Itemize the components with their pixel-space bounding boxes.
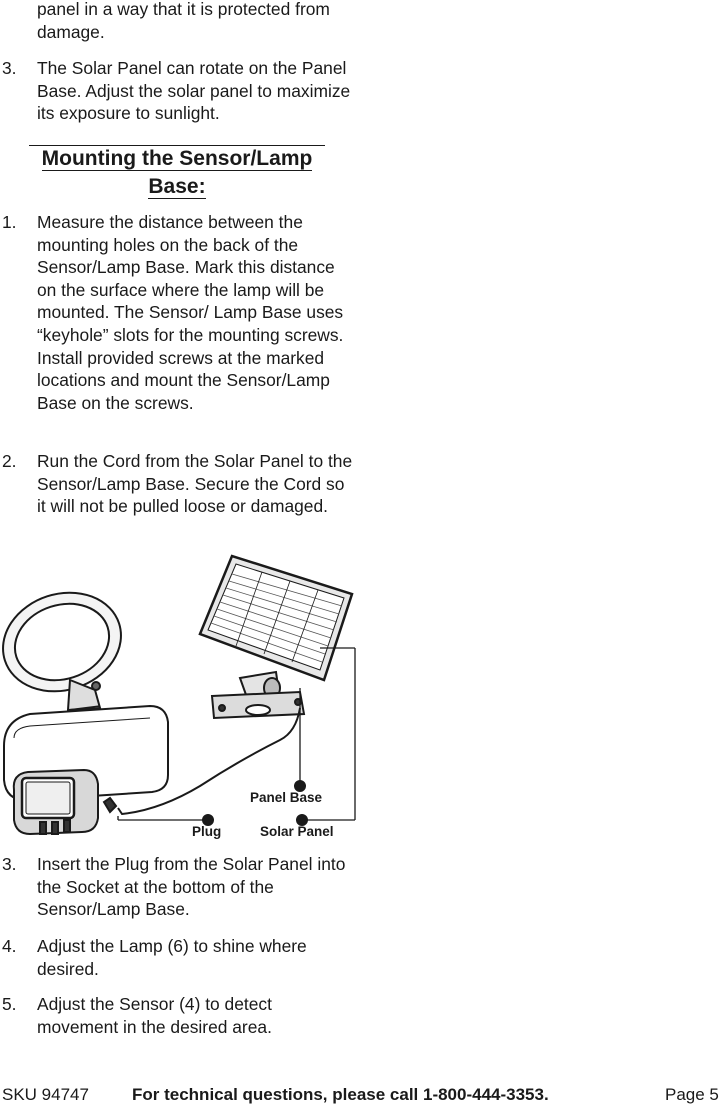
solar-panel-label: Solar Panel <box>260 824 334 839</box>
list-item-number: 1. <box>2 212 17 232</box>
list-item-text: Run the Cord from the Solar Panel to the Sensor/Lamp Base. Secure the Cord so it will not be pulled loose or damaged. <box>37 451 353 517</box>
plug-icon <box>104 798 116 812</box>
list-item-text: Insert the Plug from the Solar Panel into the Socket at the bottom of the Sensor/Lamp Base. <box>37 854 346 920</box>
panel-base-icon <box>212 672 304 718</box>
solar-panel-icon <box>200 556 352 680</box>
footer-page-number: Page 5 <box>665 1085 719 1104</box>
footer-sku: SKU 94747 <box>2 1085 89 1104</box>
list-item-text: Adjust the Sensor (4) to detect movement in the desired area. <box>37 994 272 1037</box>
footer-support-line: For technical questions, please call 1-800-444-3353. <box>132 1085 549 1104</box>
assembly-figure <box>0 550 360 850</box>
list-item-number: 2. <box>2 451 17 471</box>
lamp-head-icon <box>0 578 134 710</box>
list-item-number: 4. <box>2 936 17 956</box>
list-item-number: 5. <box>2 994 17 1014</box>
list-item-text: Measure the distance between the mounting holes on the back of the Sensor/Lamp Base. Mark this distance on the surface where the lamp will be mounted. The Sensor/ Lamp Base uses “keyhole” slots for the mounting screws. Install provided screws at the marked locations and mount the Sensor/Lamp Base on the screws. <box>37 212 344 413</box>
list-item-text: The Solar Panel can rotate on the Panel Base. Adjust the solar panel to maximize its exposure to sunlight. <box>37 58 351 124</box>
list-item-number: 3. <box>2 58 17 78</box>
intro-continued-text: panel in a way that it is protected from damage. <box>37 0 330 42</box>
list-item-text: Adjust the Lamp (6) to shine where desired. <box>37 936 307 979</box>
motion-sensor-icon <box>14 770 98 834</box>
section-heading <box>29 145 325 201</box>
list-item-number: 3. <box>2 854 17 874</box>
section-heading-text: Mounting the Sensor/Lamp Base: <box>41 147 313 198</box>
assembly-illustration <box>0 550 360 850</box>
panel-base-label: Panel Base <box>250 790 323 805</box>
plug-label: Plug <box>192 824 222 839</box>
